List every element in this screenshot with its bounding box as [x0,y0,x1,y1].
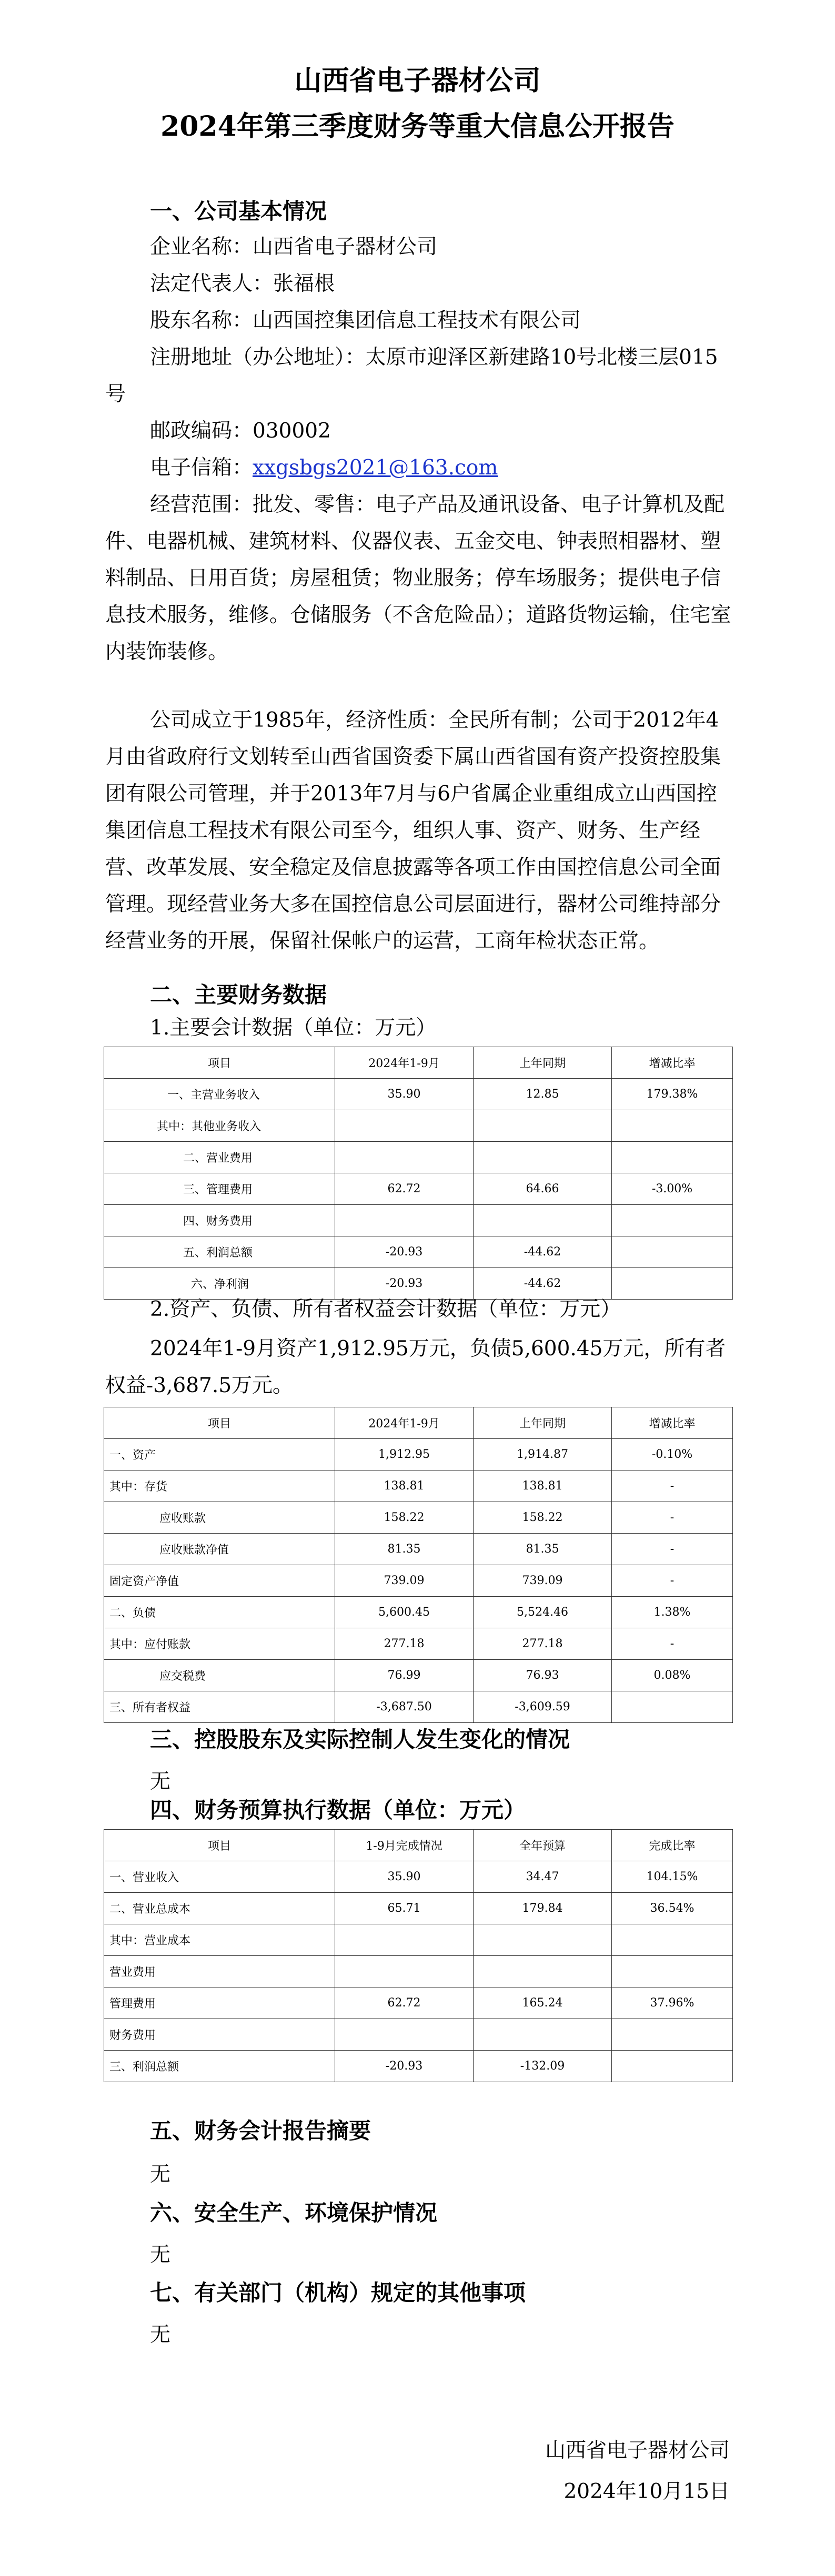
table-row [104,1236,733,1268]
table-header-cell: 上年同期 [474,1407,612,1439]
table2-summary: 2024年1-9月资产1,912.95万元，负债5,600.45万元，所有者权益-3,687.5万元。 [105,1337,726,1397]
table-cell: 应收账款净值 [104,1534,335,1565]
table-cell: 739.09 [474,1565,612,1597]
table-cell: 165.24 [474,1987,612,2019]
table-cell: 四、财务费用 [104,1205,335,1236]
section1-heading: 一、公司基本情况 [150,198,327,224]
table-cell [335,2019,474,2051]
table-cell: 一、资产 [104,1439,335,1470]
shareholder-name: 股东名称：山西国控集团信息工程技术有限公司 [150,309,581,332]
table-header-cell: 增减比率 [612,1047,733,1079]
table-cell: 12.85 [474,1079,612,1110]
table-cell: 65.71 [335,1893,474,1924]
table-cell: 其中：应付账款 [104,1628,335,1660]
table-header-cell: 项目 [104,1830,335,1861]
signature-company: 山西省电子器材公司 [545,2439,730,2462]
table-header-cell: 项目 [104,1407,335,1439]
table-header-cell: 1-9月完成情况 [335,1830,474,1861]
table-cell: 62.72 [335,1173,474,1205]
table-cell [612,1236,733,1268]
table-cell: 财务费用 [104,2019,335,2051]
table-cell: 管理费用 [104,1987,335,2019]
table-cell: 76.93 [474,1660,612,1691]
table-cell: 二、营业总成本 [104,1893,335,1924]
table-cell [474,1110,612,1142]
table-row [104,1893,733,1924]
table-cell: 277.18 [335,1628,474,1660]
table-cell [612,1691,733,1723]
table-cell: 158.22 [335,1502,474,1534]
table-cell: 其中：存货 [104,1470,335,1502]
table-cell: 1.38% [612,1597,733,1628]
table-header-cell: 完成比率 [612,1830,733,1861]
table-header-row [104,1830,733,1861]
table-cell: 三、管理费用 [104,1173,335,1205]
table-row [104,1470,733,1502]
table-cell: 5,524.46 [474,1597,612,1628]
table-row [104,1597,733,1628]
table-cell: -20.93 [335,2051,474,2082]
table-cell [612,2051,733,2082]
table-cell: - [612,1534,733,1565]
table-cell [335,1205,474,1236]
section7-heading: 七、有关部门（机构）规定的其他事项 [150,2280,526,2306]
table-cell: 76.99 [335,1660,474,1691]
business-scope: 经营范围：批发、零售：电子产品及通讯设备、电子计算机及配件、电器机械、建筑材料、仪器仪表、五金交电、钟表照相器材、塑料制品、日用百货；房屋租赁；物业服务；停车场服务；提供电子信息技术服务，维修。仓储服务（不含危险品）；道路货物运输，住宅室内装饰装修。 [105,493,731,664]
table-cell: 62.72 [335,1987,474,2019]
section5-heading: 五、财务会计报告摘要 [150,2118,371,2144]
table-cell [474,1924,612,1956]
table-row [104,1565,733,1597]
table-row [104,2051,733,2082]
table-cell: 一、主营业务收入 [104,1079,335,1110]
doc-title-line1: 山西省电子器材公司 [294,65,541,97]
table-cell: 34.47 [474,1861,612,1893]
table1-caption: 1.主要会计数据（单位：万元） [150,1016,437,1040]
table-cell: -3.00% [612,1173,733,1205]
table-cell: -44.62 [474,1268,612,1300]
table-cell: 64.66 [474,1173,612,1205]
table-header-cell: 2024年1-9月 [335,1407,474,1439]
table-cell [612,1956,733,1987]
table-cell [612,1142,733,1173]
table-cell: 179.38% [612,1079,733,1110]
legal-representative: 法定代表人：张福根 [150,272,335,296]
table-cell: -20.93 [335,1236,474,1268]
table-row [104,1861,733,1893]
section7-content: 无 [150,2323,171,2347]
table-cell: 五、利润总额 [104,1236,335,1268]
section2-heading: 二、主要财务数据 [150,982,327,1008]
table-cell: 36.54% [612,1893,733,1924]
table-cell: - [612,1565,733,1597]
section6-heading: 六、安全生产、环境保护情况 [150,2200,438,2226]
table-row [104,1691,733,1723]
table-row [104,1660,733,1691]
table-cell: 0.08% [612,1660,733,1691]
table-header-cell: 2024年1-9月 [335,1047,474,1079]
table2-caption: 2.资产、负债、所有者权益会计数据（单位：万元） [150,1297,621,1321]
table-cell: 二、负债 [104,1597,335,1628]
table-row [104,1439,733,1470]
table-cell: 35.90 [335,1079,474,1110]
table-cell: - [612,1470,733,1502]
table-cell: 37.96% [612,1987,733,2019]
section3-content: 无 [150,1770,171,1793]
table-header-row [104,1407,733,1439]
table-cell: 固定资产净值 [104,1565,335,1597]
table-row [104,1956,733,1987]
main-accounting-table [104,1047,733,1300]
table-cell: 其中：其他业务收入 [104,1110,335,1142]
table-cell [612,2019,733,2051]
table-cell [335,1142,474,1173]
email-line [150,450,731,486]
budget-execution-table [104,1829,733,2082]
table-row [104,1924,733,1956]
doc-title-line2: 2024年第三季度财务等重大信息公开报告 [160,110,675,143]
table-row [104,1173,733,1205]
section5-content: 无 [150,2163,171,2186]
table-cell: 1,912.95 [335,1439,474,1470]
table-cell [612,1268,733,1300]
table-header-cell: 全年预算 [474,1830,612,1861]
section3-heading: 三、控股股东及实际控制人发生变化的情况 [150,1727,570,1752]
table-cell: 三、利润总额 [104,2051,335,2082]
table-cell: -44.62 [474,1236,612,1268]
table-row [104,1628,733,1660]
table-cell: 应收账款 [104,1502,335,1534]
table-cell: 138.81 [474,1470,612,1502]
table-cell: 六、净利润 [104,1268,335,1300]
table-cell: 739.09 [335,1565,474,1597]
table-cell: 应交税费 [104,1660,335,1691]
table-cell [335,1110,474,1142]
table-row [104,1534,733,1565]
table-row [104,1110,733,1142]
table-cell: 104.15% [612,1861,733,1893]
table-cell [612,1205,733,1236]
table-cell [474,2019,612,2051]
table-cell [335,1924,474,1956]
company-history: 公司成立于1985年，经济性质：全民所有制；公司于2012年4月由省政府行文划转至山西省国资委下属山西省国有资产投资控股集团有限公司管理，并于2013年7月与6户省属企业重组成立山西国控集团信息工程技术有限公司至今，组织人事、资产、财务、生产经营、改革发展、安全稳定及信息披露等各项工作由国控信息公司全面管理。现经营业务大多在国控信息公司层面进行，器材公司维持部分经营业务的开展，保留社保帐户的运营，工商年检状态正常。 [105,708,721,953]
table-cell: 其中：营业成本 [104,1924,335,1956]
table-cell: 二、营业费用 [104,1142,335,1173]
postcode: 邮政编码：030002 [150,419,331,443]
section6-content: 无 [150,2243,171,2267]
table-row [104,1205,733,1236]
table-cell: 277.18 [474,1628,612,1660]
table-cell: 179.84 [474,1893,612,1924]
table-cell: 营业费用 [104,1956,335,1987]
table-cell: 35.90 [335,1861,474,1893]
table-cell: 158.22 [474,1502,612,1534]
table-header-row [104,1047,733,1079]
table-cell: 一、营业收入 [104,1861,335,1893]
table-row [104,2019,733,2051]
table-cell [335,1956,474,1987]
table-header-cell: 上年同期 [474,1047,612,1079]
table-row [104,1079,733,1110]
section4-heading: 四、财务预算执行数据（单位：万元） [150,1797,526,1823]
table-row [104,1502,733,1534]
signature-date: 2024年10月15日 [564,2480,730,2503]
table-cell: 5,600.45 [335,1597,474,1628]
email-label: 电子信箱： [150,456,253,480]
table-cell [474,1142,612,1173]
table-row [104,1987,733,2019]
table-cell: -3,609.59 [474,1691,612,1723]
table-cell: 三、所有者权益 [104,1691,335,1723]
table-cell: -132.09 [474,2051,612,2082]
table-row [104,1142,733,1173]
company-name: 企业名称：山西省电子器材公司 [150,235,438,259]
table-cell [474,1956,612,1987]
table-cell: 81.35 [474,1534,612,1565]
email-link[interactable]: xxgsbgs2021@163.com [253,456,498,480]
table-header-cell: 项目 [104,1047,335,1079]
table-cell: 1,914.87 [474,1439,612,1470]
table-header-cell: 增减比率 [612,1407,733,1439]
balance-sheet-table [104,1407,733,1723]
table-cell: -20.93 [335,1268,474,1300]
table-cell [474,1205,612,1236]
registered-address: 注册地址（办公地址）：太原市迎泽区新建路10号北楼三层015号 [105,346,718,406]
table-cell: - [612,1628,733,1660]
table-cell: -0.10% [612,1439,733,1470]
table-cell: 138.81 [335,1470,474,1502]
table-cell [612,1924,733,1956]
table-cell: -3,687.50 [335,1691,474,1723]
table-cell: - [612,1502,733,1534]
table-cell [612,1110,733,1142]
table-cell: 81.35 [335,1534,474,1565]
